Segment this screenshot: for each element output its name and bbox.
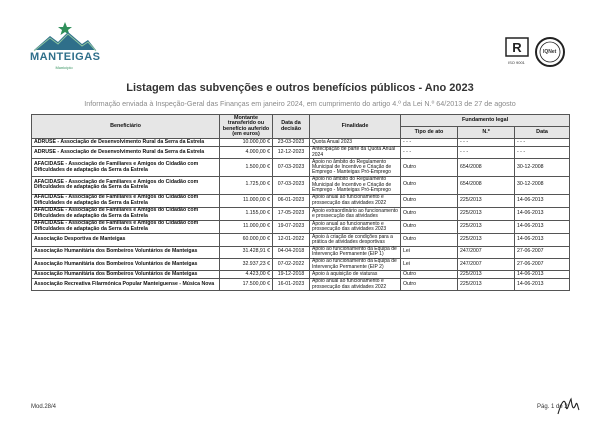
cell-data-decisao: 07-03-2023: [273, 159, 310, 177]
cell-tipo: Outro: [401, 278, 458, 290]
cell-data-decisao: 23-03-2023: [273, 139, 310, 147]
logo-subtitle: Município: [55, 65, 73, 70]
col-header-tipo: Tipo de ato: [401, 127, 458, 139]
cert-label: ISO 9001: [508, 60, 525, 65]
cell-numero: - - -: [458, 146, 515, 158]
cell-montante: 11.000,00 €: [220, 194, 273, 207]
cell-beneficiario: Associação Desportiva de Manteigas: [32, 234, 220, 246]
cell-montante: 17.500,00 €: [220, 278, 273, 290]
cell-data-decisao: 06-01-2023: [273, 194, 310, 207]
cell-data: - - -: [515, 146, 570, 158]
page-number: Pág. 1 de 2: [537, 404, 568, 410]
table-row: [32, 234, 570, 246]
cell-data-decisao: 12-12-2023: [273, 146, 310, 158]
table-row: [32, 271, 570, 279]
cell-tipo: Outro: [401, 159, 458, 177]
cell-tipo: Outro: [401, 234, 458, 246]
form-code: Mod.28/4: [31, 404, 57, 410]
cell-beneficiario: Associação Humanitária dos Bombeiros Voluntários de Manteigas: [32, 258, 220, 270]
cell-montante: 31.428,91 €: [220, 246, 273, 258]
cell-finalidade: Apoio anual ao funcionamento e prossecução das atividades 2022: [310, 194, 401, 207]
cell-data-decisao: 12-01-2022: [273, 234, 310, 246]
cell-tipo: Outro: [401, 207, 458, 220]
table-header-row: [32, 115, 570, 127]
col-header-finalidade: Finalidade: [310, 115, 401, 139]
logo-mountain-icon: [34, 32, 96, 50]
cell-beneficiario: Associação Humanitária dos Bombeiros Voluntários de Manteigas: [32, 246, 220, 258]
iqnet-label: IQNet: [543, 49, 557, 55]
cell-beneficiario: ADRUSE - Associação de Desenvolvimento Rural da Serra da Estrela: [32, 146, 220, 158]
cell-data-decisao: 16-01-2023: [273, 278, 310, 290]
cell-numero: 225/2013: [458, 194, 515, 207]
cell-data: 30-12-2008: [515, 159, 570, 177]
cell-data-decisao: 17-05-2023: [273, 207, 310, 220]
cell-beneficiario: Associação Recreativa Filarmónica Popular Manteiguense - Música Nova: [32, 278, 220, 290]
cell-finalidade: Apoio à aquisição de viaturas: [310, 271, 401, 279]
cell-tipo: - - -: [401, 146, 458, 158]
cell-tipo: Outro: [401, 176, 458, 194]
table-row: [32, 176, 570, 194]
cell-numero: 654/2008: [458, 176, 515, 194]
cell-beneficiario: Associação Humanitária dos Bombeiros Voluntários de Manteigas: [32, 271, 220, 279]
cell-tipo: Outro: [401, 271, 458, 279]
cell-numero: 225/2013: [458, 234, 515, 246]
cell-finalidade: Apoio anual ao funcionamento e prossecução das atividades 2022: [310, 278, 401, 290]
cell-beneficiario: AFACIDASE - Associação de Familiares e Amigos do Cidadão com Dificuldades de adaptação da Serra da Estrela: [32, 159, 220, 177]
cell-data: 14-06-2013: [515, 194, 570, 207]
cell-beneficiario: AFACIDASE - Associação de Familiares e Amigos do Cidadão com Dificuldades de adaptação da Serra da Estrela: [32, 220, 220, 233]
cell-numero: 225/2013: [458, 278, 515, 290]
cell-beneficiario: AFACIDASE - Associação de Familiares e Amigos do Cidadão com Dificuldades de adaptação da Serra da Estrela: [32, 207, 220, 220]
cell-data-decisao: 19-12-2018: [273, 271, 310, 279]
signature: [556, 396, 580, 418]
cell-finalidade: Quota Anual 2023: [310, 139, 401, 147]
table-row: [32, 246, 570, 258]
table-row: [32, 139, 570, 147]
cell-data: 27-06-2007: [515, 246, 570, 258]
logo-name: MANTEIGAS: [30, 51, 101, 63]
subsidies-table: [31, 114, 570, 291]
cell-finalidade: Antecipação de parte da Quota Anual 2024: [310, 146, 401, 158]
cell-tipo: - - -: [401, 139, 458, 147]
cell-numero: 247/2007: [458, 246, 515, 258]
cell-finalidade: Apoio no âmbito do Regulamento Municipal de Incentivo e Criação de Emprego - Manteigas Pró-Emprego: [310, 159, 401, 177]
cell-numero: - - -: [458, 139, 515, 147]
cell-montante: 11.000,00 €: [220, 220, 273, 233]
cell-data: - - -: [515, 139, 570, 147]
cell-numero: 225/2013: [458, 207, 515, 220]
table-row: [32, 146, 570, 158]
cell-finalidade: Apoio ao funcionamento da Equipa de Intervenção Permanente (EIP 2): [310, 258, 401, 270]
table-row: [32, 220, 570, 233]
cell-montante: 32.937,23 €: [220, 258, 273, 270]
cell-data: 14-06-2013: [515, 271, 570, 279]
cell-finalidade: Apoio no âmbito do Regulamento Municipal de Incentivo e Criação de Emprego - Manteigas Pró-Emprego: [310, 176, 401, 194]
cell-numero: 225/2013: [458, 220, 515, 233]
col-header-data-decisao: Data da decisão: [273, 115, 310, 139]
table-row: [32, 258, 570, 270]
cell-montante: 1.500,00 €: [220, 159, 273, 177]
cell-data: 14-06-2013: [515, 220, 570, 233]
cell-tipo: Lei: [401, 258, 458, 270]
col-header-data: Data: [515, 127, 570, 139]
cell-finalidade: Apoio à criação de condições para a prática de atividades desportivas: [310, 234, 401, 246]
cell-data-decisao: 07-03-2023: [273, 176, 310, 194]
cell-montante: 4.000,00 €: [220, 146, 273, 158]
col-header-montante: Montante transferido ou benefício auferido (em euros): [220, 115, 273, 139]
cell-tipo: Outro: [401, 220, 458, 233]
page-title: Listagem das subvenções e outros benefícios públicos - Ano 2023: [126, 82, 474, 94]
cell-data-decisao: 19-07-2023: [273, 220, 310, 233]
logo-star-icon: [58, 22, 72, 35]
col-header-numero: N.º: [458, 127, 515, 139]
svg-text:R: R: [512, 40, 522, 55]
cell-finalidade: Apoio ao funcionamento da Equipa de Intervenção Permanente (EIP 1): [310, 246, 401, 258]
cell-data: 27-06-2007: [515, 258, 570, 270]
cell-beneficiario: ADRUSE - Associação de Desenvolvimento Rural da Serra da Estrela: [32, 139, 220, 147]
cell-numero: 225/2013: [458, 271, 515, 279]
table-row: [32, 207, 570, 220]
cell-montante: 60.000,00 €: [220, 234, 273, 246]
cell-tipo: Outro: [401, 194, 458, 207]
cell-data: 14-06-2013: [515, 207, 570, 220]
cell-data: 30-12-2008: [515, 176, 570, 194]
cell-numero: 247/2007: [458, 258, 515, 270]
cell-montante: 10.000,00 €: [220, 139, 273, 147]
cell-data-decisao: 07-02-2022: [273, 258, 310, 270]
table-row: [32, 278, 570, 290]
cell-numero: 654/2008: [458, 159, 515, 177]
cell-finalidade: Apoio extraordinário ao funcionamento e prossecução das atividades: [310, 207, 401, 220]
col-header-beneficiario: Beneficiário: [32, 115, 220, 139]
cell-finalidade: Apoio anual ao funcionamento e prossecução das atividades 2023: [310, 220, 401, 233]
table-row: [32, 194, 570, 207]
cell-montante: 4.423,00 €: [220, 271, 273, 279]
cell-beneficiario: AFACIDASE - Associação de Familiares e Amigos do Cidadão com Dificuldades de adaptação da Serra da Estrela: [32, 194, 220, 207]
table-row: [32, 159, 570, 177]
cell-montante: 1.725,00 €: [220, 176, 273, 194]
cell-montante: 1.155,00 €: [220, 207, 273, 220]
cell-beneficiario: AFACIDASE - Associação de Familiares e Amigos do Cidadão com Dificuldades de adaptação da Serra da Estrela: [32, 176, 220, 194]
cell-data: 14-06-2013: [515, 278, 570, 290]
page-subtitle: Informação enviada à Inspeção-Geral das Finanças em janeiro 2024, em cumprimento do artigo 4.º da Lei N.º 64/2013 de 27 de agosto: [84, 99, 516, 108]
cell-data-decisao: 04-04-2018: [273, 246, 310, 258]
cell-tipo: Lei: [401, 246, 458, 258]
cell-data: 14-06-2013: [515, 234, 570, 246]
col-header-fundamento: Fundamento legal: [401, 115, 570, 127]
